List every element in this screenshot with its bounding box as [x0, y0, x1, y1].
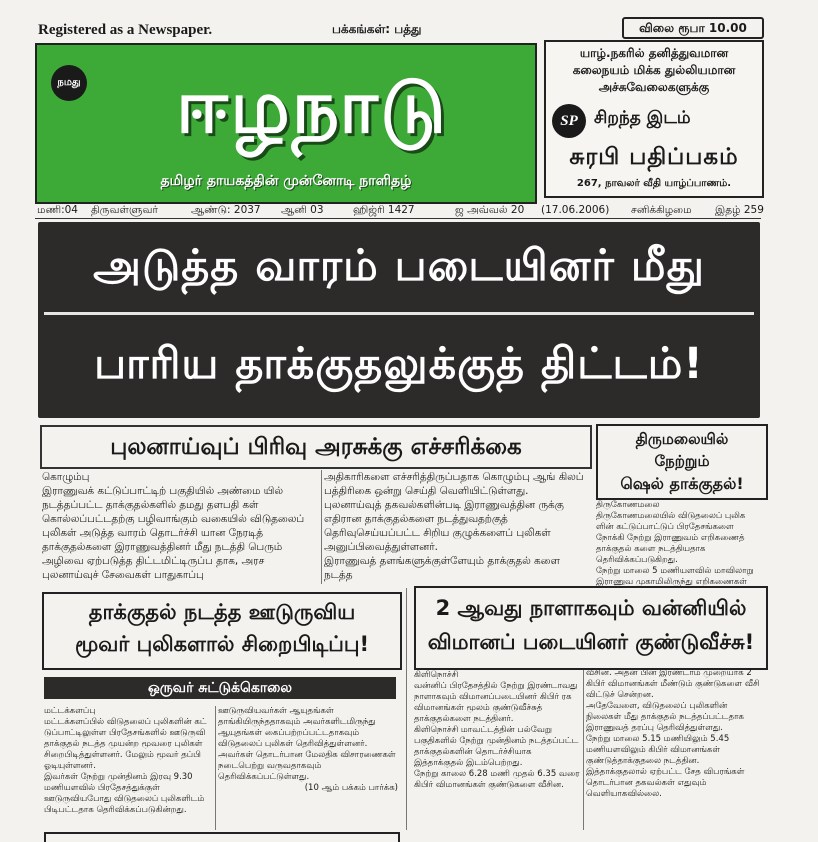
story3-title-box	[42, 592, 402, 670]
cropped-headline-box	[44, 832, 400, 842]
story4-title-line-2: விமானப் படையினர் குண்டுவீச்சு!	[427, 630, 755, 654]
story3-column-2	[218, 706, 398, 830]
story4-title-line-1: 2 ஆவது நாளாகவும் வன்னியில்	[435, 596, 747, 620]
story3-col1-text: மட்டக்களப்பு மட்டக்களப்பில் விடுதலைப் புலிகளின் கட் டுப்பாட்டிலுள்ள பிரதேசங்களில் ஊடுருவி தாக்குதல் நடத்த முயன்ற மூவரை புலிகள் சிறைபிடித்துள்ளனர். மேலும் மூவர் தப்பி ஓடியுள்ளனர். இவர்கள் நேற்று முன்தினம் இரவு 9.30 மணியளவில் பிரதேசத்துக்குள் ஊடுருவியபோது விடுதலைப் புலிகளிடம் பிடிபட்டதாக தெரிவிக்கப்படுகின்றது.	[44, 706, 207, 815]
advertisement-box	[544, 40, 764, 198]
story3-continuation: (10 ஆம் பக்கம் பார்க்க)	[304, 783, 398, 793]
story3-column-1	[44, 706, 212, 830]
story2-title-box	[596, 424, 768, 500]
sp-logo-icon: SP	[552, 104, 586, 138]
dateline-bar	[35, 202, 764, 219]
page-count: பக்கங்கள்: பத்து	[332, 22, 422, 36]
ad-line-1: யாழ்.நகரில் தனித்துவமான	[579, 46, 729, 60]
dateline-hijri-month: ஜ அவ்வல் 20	[455, 204, 525, 216]
dateline-mani: மணி:04	[37, 204, 78, 216]
dateline-thiruvalluvar: திருவள்ளுவர்	[91, 204, 158, 216]
main-headline-box	[38, 222, 760, 418]
ad-line-4: சிறந்த இடம்	[594, 108, 691, 128]
column-rule	[215, 706, 216, 830]
dateline-issue: இதழ் 259	[715, 204, 764, 216]
headline-line-1: அடுத்த வாரம் படையினர் மீது	[93, 241, 705, 291]
story2-title-line-3: ஷெல் தாக்குதல்!	[620, 474, 744, 493]
story4-column-1	[414, 670, 580, 830]
headline-divider	[44, 312, 754, 315]
story1-column-2	[324, 470, 590, 584]
story3-col2-text: ஊடுருவியவர்கள் ஆயுதங்கள் தாங்கியிருந்ததாகவும் அவர்களிடமிருந்து ஆயுதங்கள் கைப்பற்றப்பட்டதாகவும் விடுதலைப் புலிகள் தெரிவித்துள்ளனர். அவர்கள் தொடர்பான மேலதிக விசாரணைகள் நடைபெற்று வருவதாகவும் தெரிவிக்கப்பட்டுள்ளது.	[218, 706, 396, 782]
story1-title: புலனாய்வுப் பிரிவு அரசுக்கு எச்சரிக்கை	[40, 425, 592, 469]
column-rule	[583, 670, 584, 830]
story3-title-line-1: தாக்குதல் நடத்த ஊடுருவிய	[88, 600, 356, 624]
column-rule	[321, 470, 322, 584]
story3-title-line-2: மூவர் புலிகளால் சிறைபிடிப்பு!	[74, 632, 370, 656]
headline-line-2: பாரிய தாக்குதலுக்குத் திட்டம்!	[94, 339, 704, 389]
story2-title-line-2: நேற்றும்	[654, 452, 710, 470]
ad-line-2: கலைநயம் மிக்க துல்லியமான	[572, 63, 736, 77]
dateline-hijri: ஹிஜ்ரி 1427	[353, 204, 415, 216]
story4-col1-text: கிளிநொச்சி வன்னிப் பிரதேசத்தில் நேற்று இரண்டாவது நாளாகவும் விமானப்படையினர் கிபிர் ரக விமானங்கள் மூலம் குண்டுவீச்சுத் தாக்குதல்களை நடத்தினர். கிளிநொச்சி மாவட்டத்தின் பல்வேறு பகுதிகளில் நேற்று முன்தினம் நடத்தப்பட்ட தாக்குதல்களின் தொடர்ச்சியாக இத்தாக்குதல் இடம்பெற்றது. நேற்று காலை 6.28 மணி முதல் 6.35 வரை கிபிர் விமானங்கள் குண்டுகளை வீசின.	[414, 670, 580, 790]
story1-column-1	[42, 470, 318, 584]
masthead-tagline: தமிழர் தாயகத்தின் முன்னோடி நாளிதழ்	[160, 173, 412, 189]
newspaper-title: ஈழநாடு	[176, 64, 448, 150]
price-box: விலை ரூபா 10.00	[622, 17, 764, 39]
dateline-date: (17.06.2006)	[541, 204, 610, 216]
story1-col2-text: அதிகாரிகளை எச்சரித்திருப்பதாக கொழும்பு ஆங் கிலப் பத்திரிகை ஒன்று செய்தி வெளியிட்டுள்ளது. புலனாய்வுத் தகவல்களின்படி இராணுவத்தின ருக்கு எதிரான தாக்குதல்களை நடத்துவதற்குத் தெரிவுசெய்யப்பட்ட சிறிய குழுக்களைப் புலிகள் அனுப்பிவைத்துள்ளனர். இராணுவத் தளங்களுக்குள்ளேயும் தாக்குதல் களை நடத்த	[324, 471, 584, 581]
story2-body	[596, 500, 764, 586]
story4-title-box	[414, 586, 768, 670]
story2-body-text: திருகோணமலை திருகோணமலையில் விடுதலைப் புலிக ளின் கட்டுப்பாட்டுப் பிரதேசங்களை நோக்கி நேற்று இராணுவம் எறிகணைத் தாக்குதல் களை நடத்தியதாக தெரிவிக்கப்படுகிறது. நேற்று மாலை 5 மணியளவில் மாவிலாறு இராணுவ முகாமிலிருந்து எறிகணைகள்	[596, 500, 754, 586]
ad-address: 267, நாவலர் வீதி யாழ்ப்பாணம்.	[576, 178, 732, 189]
column-rule	[406, 588, 407, 830]
ad-brand-name: சுரபி பதிப்பகம்	[569, 144, 739, 170]
dateline-day: சனிக்கிழமை	[631, 204, 692, 216]
namathu-badge: நமது	[51, 65, 87, 101]
story4-column-2	[586, 668, 764, 830]
story3-subhead-bar: ஒருவர் சுட்டுக்கொலை	[44, 677, 396, 699]
story2-title-line-1: திருமலையில்	[635, 430, 729, 448]
dateline-year: ஆண்டு: 2037	[191, 204, 261, 216]
dateline-tamil-month: ஆனி 03	[281, 204, 324, 216]
story4-col2-text: வீசின. அதன் பின் இரண்டாம் முறையாக 2 கிபிர் விமானங்கள் மீண்டும் குண்டுகளை வீசி விட்டுச் சென்றன. அதேவேளை, விடுதலைப் புலிகளின் நிலைகள் மீது தாக்குதல் நடத்தப்பட்டதாக இராணுவத் தரப்பு தெரிவித்துள்ளது. நேற்று மாலை 5.15 மணியிலும் 5.45 மணியளவிலும் கிபிர் விமானங்கள் குண்டுத்தாக்குதலை நடத்தின. இத்தாக்குதலால் ஏற்பட்ட சேத விபரங்கள் தொடர்பான தகவல்கள் எதுவும் வெளியாகவில்லை.	[586, 668, 760, 799]
registration-notice: Registered as a Newspaper.	[38, 22, 213, 38]
ad-line-3: அச்சுவேலைகளுக்கு	[598, 80, 710, 94]
story1-continuation	[324, 582, 590, 584]
story1-col1-text: கொழும்பு இராணுவக் கட்டுப்பாட்டிற் பகுதியில் அண்மை யில் நடத்தப்பட்ட தாக்குதல்களில் தமது தளபதி கள் கொல்லப்பட்டதற்கு பழிவாங்கும் வகையில் விடுதலைப் புலிகள் அடுத்த வாரம் தொடர்ச்சி யான நேரடித் தாக்குதல்களை இராணுவத்தினர் மீது நடத்தி பெரும் அழிவை ஏற்படுத்த திட்டமிட்டிருப்ப தாக, அரச புலனாய்வுச் சேவைகள் பாதுகாப்பு	[42, 471, 305, 581]
masthead	[35, 43, 537, 204]
